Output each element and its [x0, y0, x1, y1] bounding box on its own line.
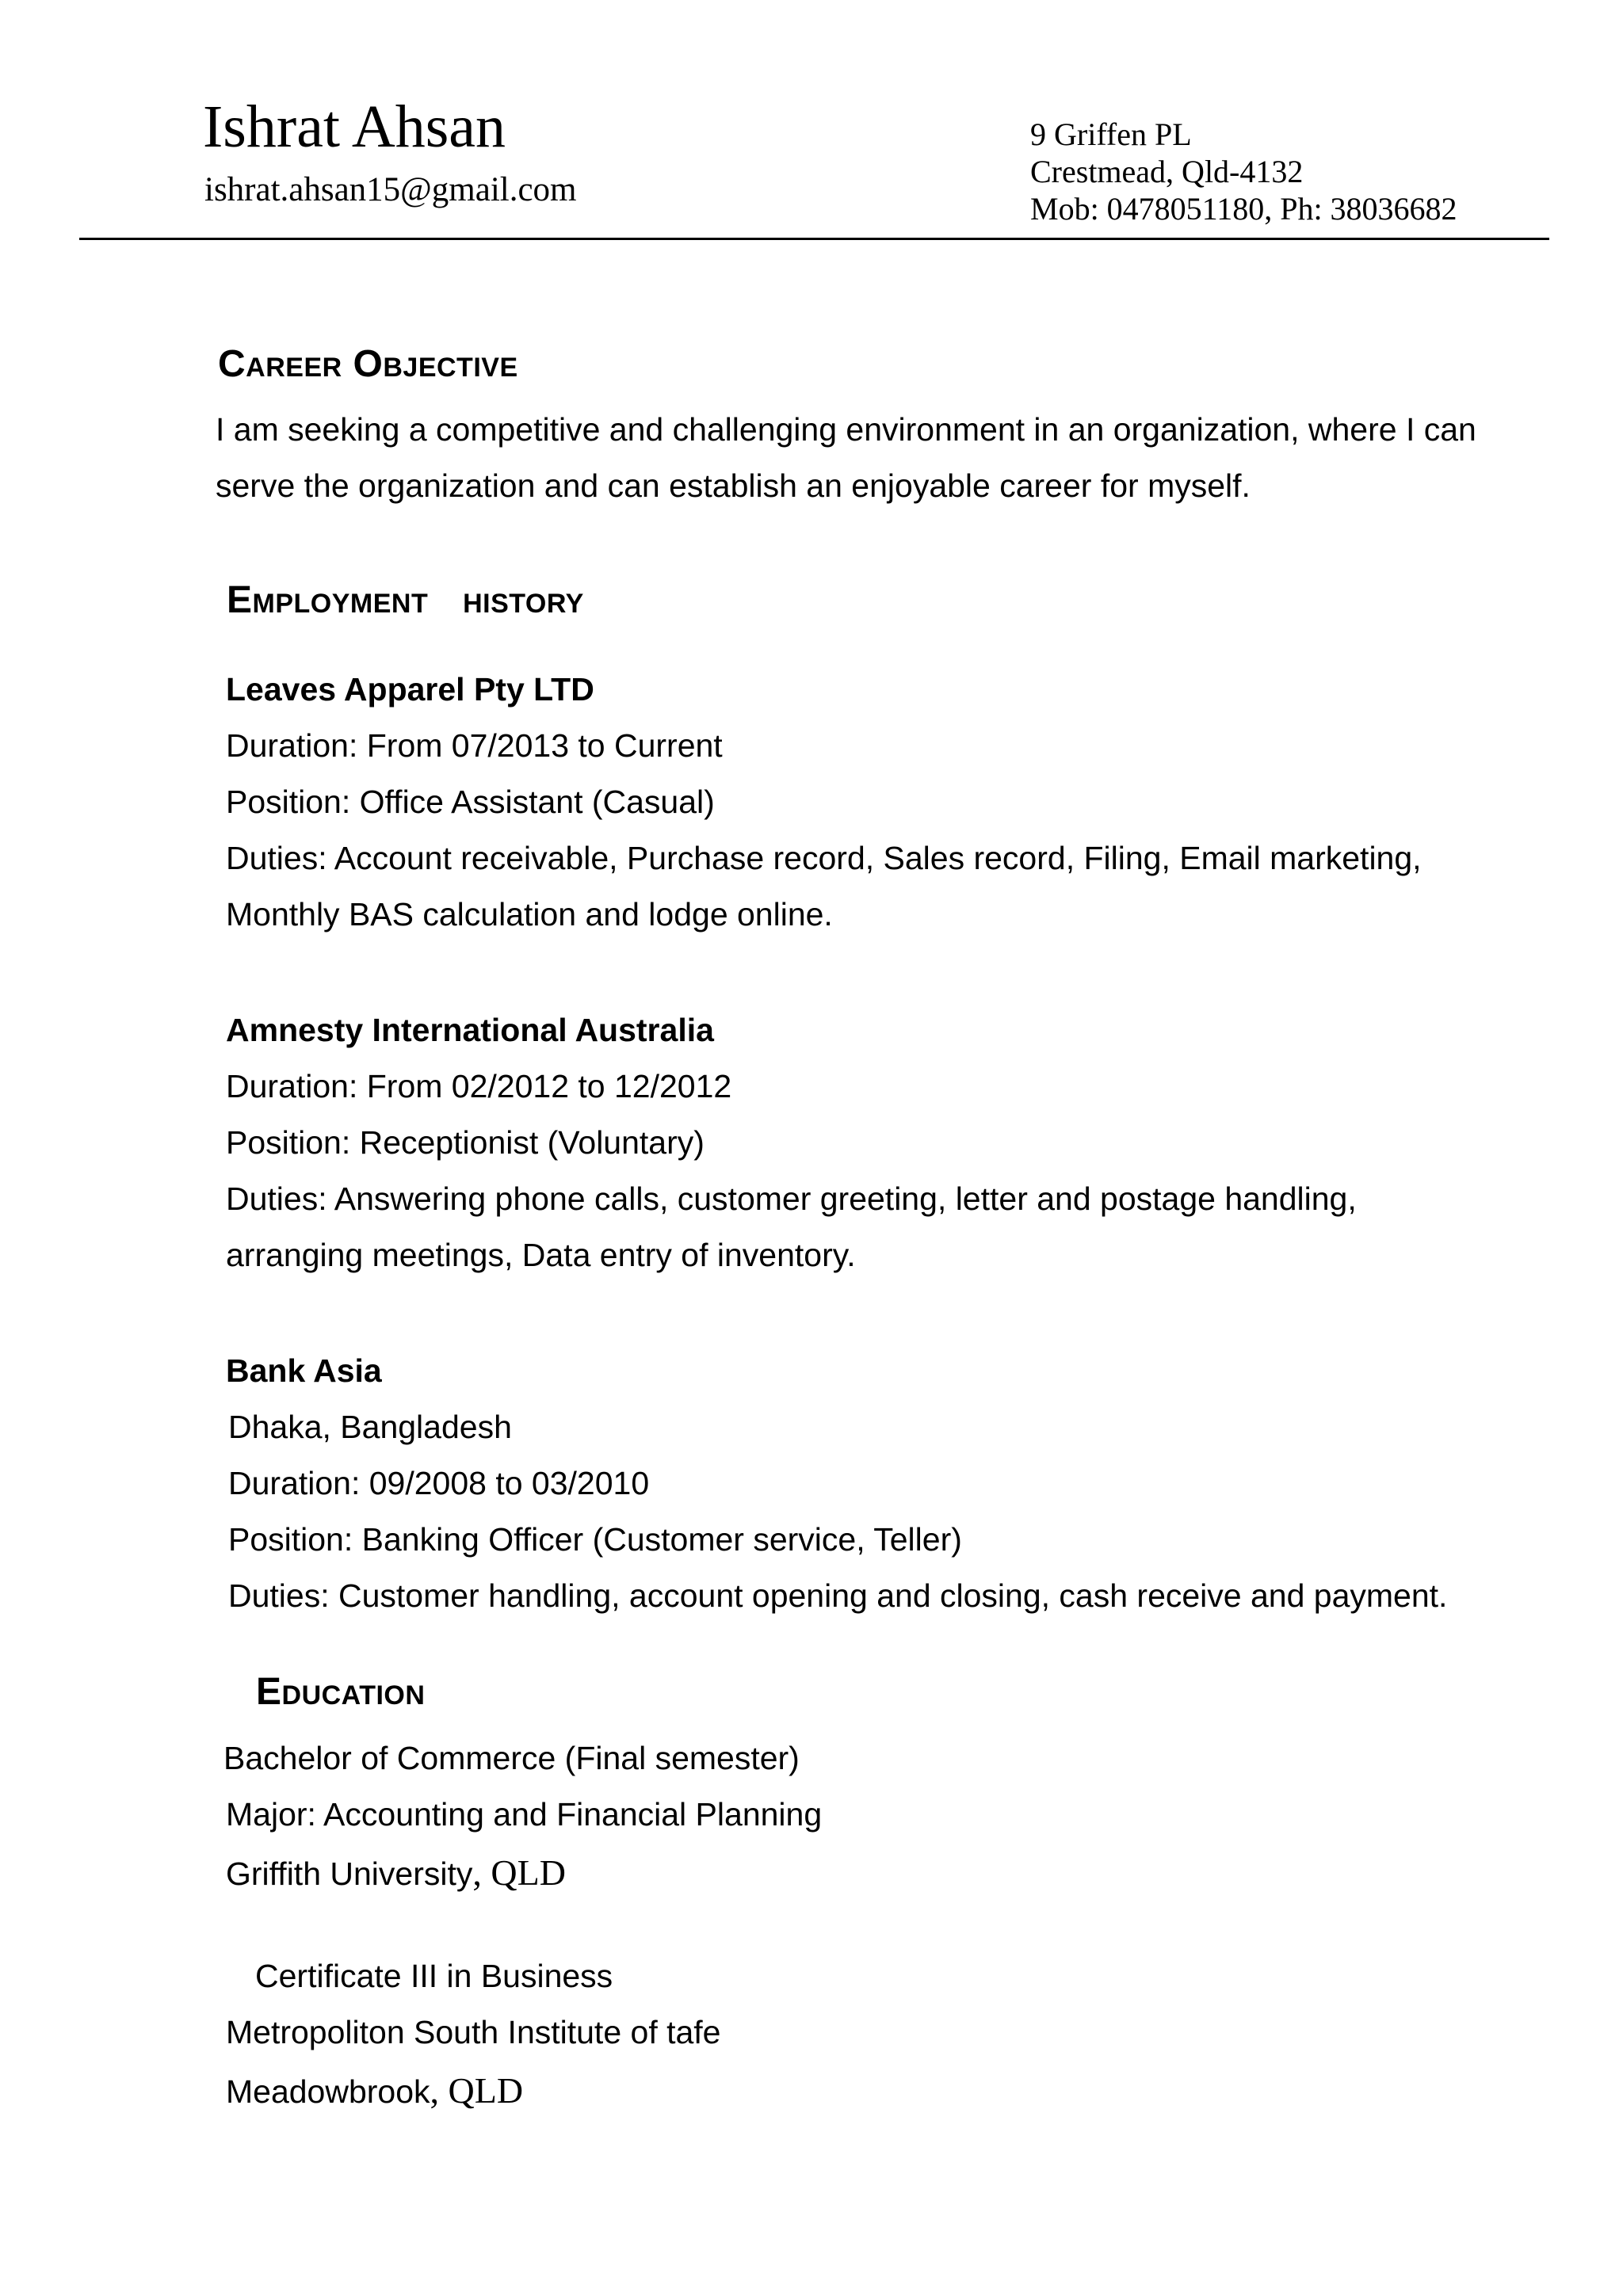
- job-2-duration: Duration: From 02/2012 to 12/2012: [226, 1068, 732, 1104]
- email-address: ishrat.ahsan15@gmail.com: [204, 171, 577, 208]
- education-1-degree: Bachelor of Commerce (Final semester): [223, 1740, 800, 1776]
- career-objective-line-2: serve the organization and can establish an enjoyable career for myself.: [216, 467, 1251, 504]
- address-line-1: 9 Griffen PL: [1030, 116, 1192, 152]
- education-1-state: , QLD: [472, 1852, 566, 1893]
- employment-history-heading: Employment history: [227, 579, 584, 621]
- education-heading: Education: [256, 1671, 426, 1713]
- job-2-company: Amnesty International Australia: [226, 1012, 714, 1048]
- education-1-institution-line: [226, 1852, 566, 1893]
- education-2-institution: Metropoliton South Institute of tafe: [226, 2014, 721, 2050]
- phone-numbers: Mob: 0478051180, Ph: 38036682: [1030, 191, 1457, 227]
- job-3-duration: Duration: 09/2008 to 03/2010: [228, 1465, 650, 1501]
- header-divider: [79, 238, 1549, 240]
- job-1-duties-line-1: Duties: Account receivable, Purchase record, Sales record, Filing, Email marketing,: [226, 840, 1422, 876]
- education-2-location: Meadowbrook: [226, 2073, 430, 2110]
- career-objective-heading: Career Objective: [218, 343, 518, 385]
- education-2-degree: Certificate III in Business: [255, 1958, 613, 1994]
- job-3-company: Bank Asia: [226, 1352, 382, 1389]
- job-2-duties-line-2: arranging meetings, Data entry of inventory.: [226, 1237, 856, 1273]
- address-line-2: Crestmead, Qld-4132: [1030, 154, 1304, 189]
- education-2-location-line: [226, 2070, 524, 2111]
- job-3-location: Dhaka, Bangladesh: [228, 1409, 512, 1445]
- job-1-position: Position: Office Assistant (Casual): [226, 784, 715, 820]
- job-1-duration: Duration: From 07/2013 to Current: [226, 727, 723, 764]
- education-1-institution: Griffith University: [226, 1855, 473, 1892]
- education-2-state: , QLD: [430, 2070, 524, 2111]
- job-2-duties-line-1: Duties: Answering phone calls, customer greeting, letter and postage handling,: [226, 1180, 1357, 1217]
- education-1-major: Major: Accounting and Financial Planning: [226, 1796, 823, 1833]
- job-1-duties-line-2: Monthly BAS calculation and lodge online.: [226, 896, 833, 933]
- career-objective-line-1: I am seeking a competitive and challenging environment in an organization, where I can: [216, 411, 1476, 448]
- job-2-position: Position: Receptionist (Voluntary): [226, 1124, 705, 1161]
- job-3-position: Position: Banking Officer (Customer service, Teller): [228, 1521, 962, 1558]
- job-1-company: Leaves Apparel Pty LTD: [226, 671, 594, 707]
- applicant-name: Ishrat Ahsan: [203, 93, 506, 160]
- job-3-duties: Duties: Customer handling, account opening and closing, cash receive and payment.: [228, 1577, 1448, 1614]
